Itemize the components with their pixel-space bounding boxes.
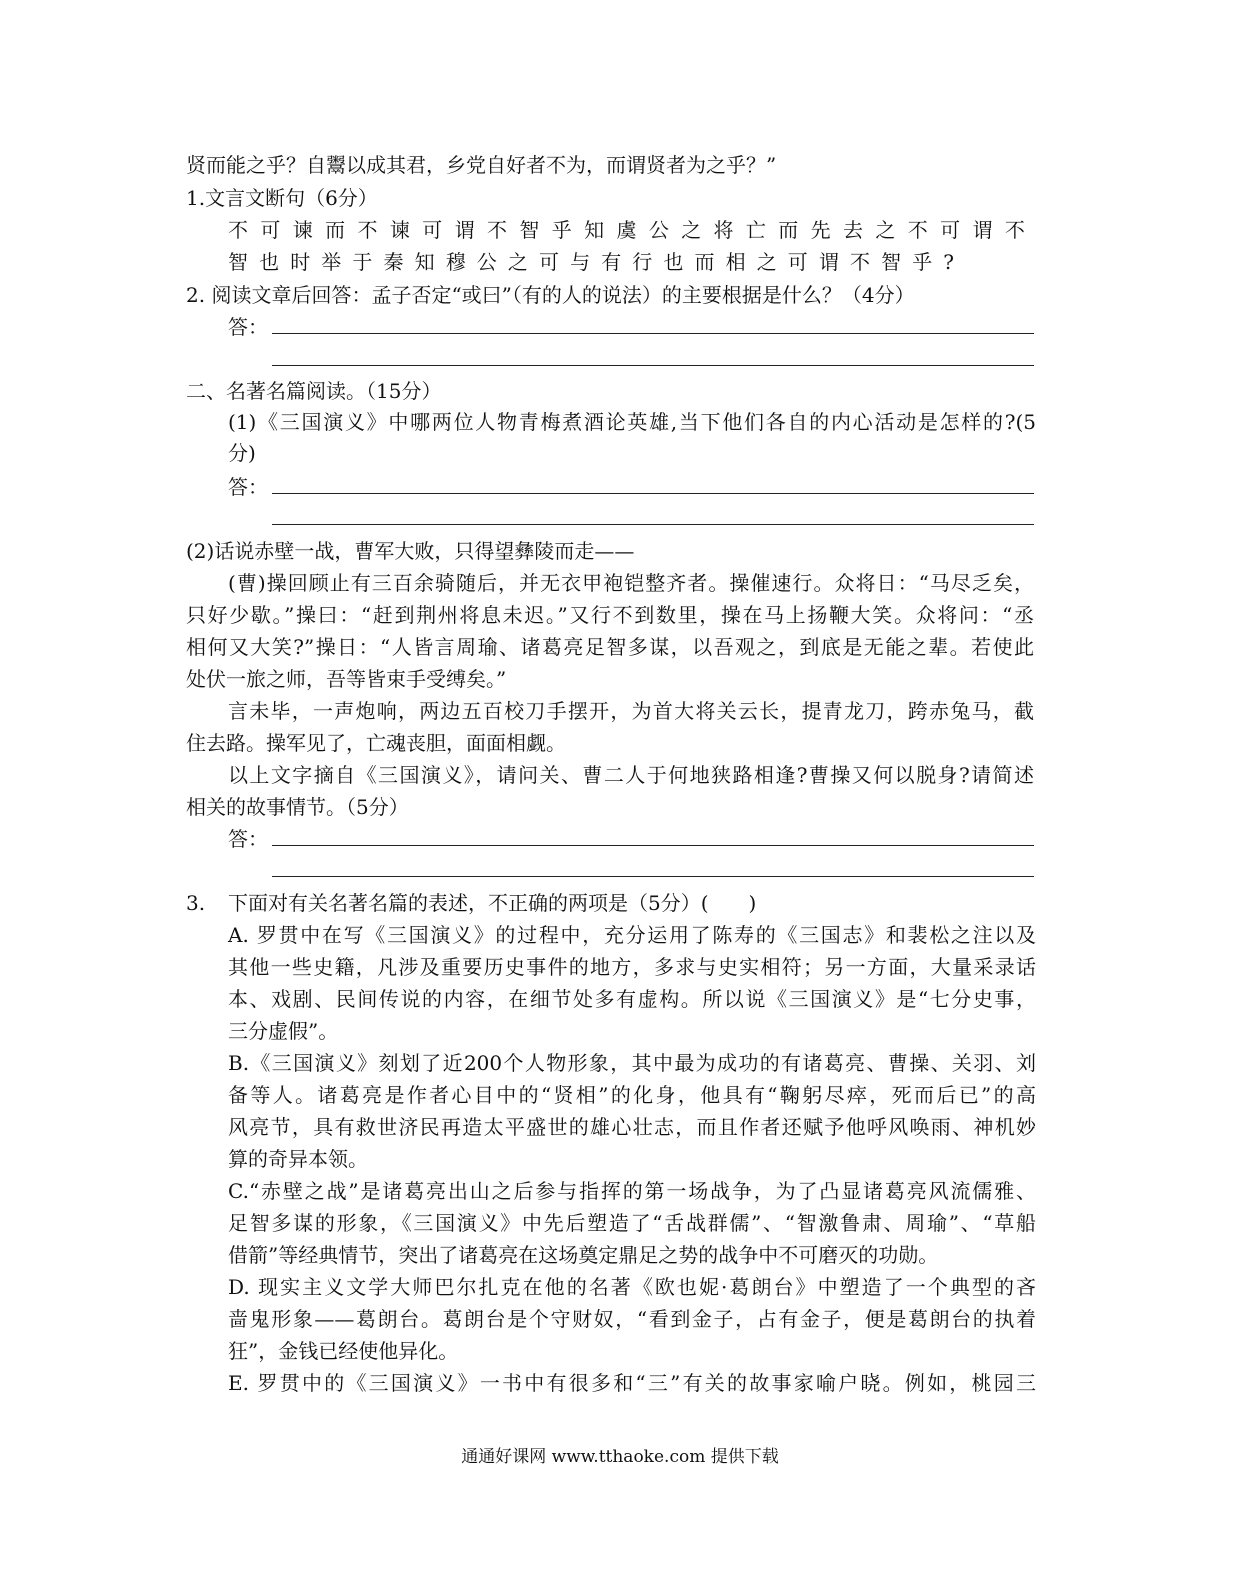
section2-p1-answer-label: 答： (228, 475, 268, 499)
passage-line-7: 以上文字摘自《三国演义》，请问关、曹二人于何地狭路相逢?曹操又何以脱身?请简述 (228, 763, 1034, 787)
q3-option-d-line-3: 狂”，金钱已经使他异化。 (228, 1339, 459, 1363)
q3-option-a-line-4: 三分虚假”。 (228, 1019, 339, 1043)
q3-option-c-line-2: 足智多谋的形象，《三国演义》中先后塑造了“舌战群儒”、“智激鲁肃、周瑜”、“草船 (228, 1211, 1036, 1235)
passage-line-6: 住去路。操军见了，亡魂丧胆，面面相觑。 (186, 731, 566, 755)
section2-p1-line-1: (1)《三国演义》中哪两位人物青梅煮酒论英雄,当下他们各自的内心活动是怎样的?(5 (228, 410, 1036, 434)
q3-stem: 下面对有关名著名篇的表述，不正确的两项是（5分）( ) (228, 891, 757, 915)
q2-answer-line-1[interactable] (272, 333, 1034, 334)
section2-p1-answer-line-2[interactable] (272, 524, 1034, 525)
q2-answer-line-2[interactable] (272, 365, 1034, 366)
q3-option-a-line-3: 本、戏剧、民间传说的内容，在细节处多有虚构。所以说《三国演义》是“七分史事， (228, 987, 1036, 1011)
q3-option-d-line-1: D. 现实主义文学大师巴尔扎克在他的名著《欧也妮·葛朗台》中塑造了一个典型的吝 (228, 1275, 1036, 1299)
section2-p2-intro: (2)话说赤壁一战，曹军大败，只得望彝陵而走—— (186, 539, 635, 563)
q3-option-b-line-4: 算的奇异本领。 (228, 1147, 368, 1171)
section2-p1-answer-line-1[interactable] (272, 493, 1034, 494)
q3-option-d-line-2: 啬鬼形象——葛朗台。葛朗台是个守财奴，“看到金子，占有金子，便是葛朗台的执着 (228, 1307, 1036, 1331)
passage-line-5: 言未毕，一声炮响，两边五百校刀手摆开，为首大将关云长，提青龙刀，跨赤兔马，截 (228, 699, 1034, 723)
passage-line-4: 处伏一旅之师，吾等皆束手受缚矣。” (186, 667, 507, 691)
passage-line-1: (曹)操回顾止有三百余骑随后，并无衣甲袍铠整齐者。操催速行。众将日：“马尽乏矣， (228, 571, 1034, 595)
passage-line-8: 相关的故事情节。（5分） (186, 795, 409, 819)
q3-option-a-line-2: 其他一些史籍，凡涉及重要历史事件的地方，多求与史实相符；另一方面，大量采录话 (228, 955, 1036, 979)
q3-option-b-line-3: 风亮节，具有救世济民再造太平盛世的雄心壮志，而且作者还赋予他呼风唤雨、神机妙 (228, 1115, 1036, 1139)
q1-text-line-2: 智也时举于秦知穆公之可与有行也而相之可谓不智乎? (228, 250, 966, 274)
section2-p2-answer-label: 答： (228, 827, 268, 851)
q3-option-c-line-3: 借箭”等经典情节，突出了诸葛亮在这场奠定鼎足之势的战争中不可磨灭的功勋。 (228, 1243, 939, 1267)
q2-title: 2. 阅读文章后回答：孟子否定“或曰”（有的人的说法）的主要根据是什么？（4分） (186, 283, 915, 307)
passage-line-3: 相何又大笑?”操日：“人皆言周瑜、诸葛亮足智多谋，以吾观之，到底是无能之辈。若使此 (186, 635, 1034, 659)
passage-line-2: 只好少歇。”操曰：“赶到荆州将息未迟。”又行不到数里，操在马上扬鞭大笑。众将问：“丞 (186, 603, 1034, 627)
q1-text-line-1: 不可谏而不谏可谓不智乎知虞公之将亡而先去之不可谓不 (228, 218, 1036, 242)
section2-p1-line-2: 分) (228, 441, 256, 465)
q3-option-e-line-1: E. 罗贯中的《三国演义》一书中有很多和“三”有关的故事家喻户晓。例如，桃园三 (228, 1371, 1036, 1395)
q3-option-b-line-1: B.《三国演义》刻划了近200个人物形象，其中最为成功的有诸葛亮、曹操、关羽、刘 (228, 1051, 1036, 1075)
q3-option-a-line-1: A. 罗贯中在写《三国演义》的过程中，充分运用了陈寿的《三国志》和裴松之注以及 (228, 923, 1036, 947)
page-footer: 通通好课网 www.tthaoke.com 提供下载 (461, 1447, 779, 1467)
q3-number: 3. (186, 891, 206, 915)
q3-option-c-line-1: C.“赤壁之战”是诸葛亮出山之后参与指挥的第一场战争，为了凸显诸葛亮风流儒雅、 (228, 1179, 1036, 1203)
q2-answer-label: 答： (228, 315, 268, 339)
section2-p2-answer-line-1[interactable] (272, 845, 1034, 846)
section2-title: 二、名著名篇阅读。（15分） (186, 379, 442, 403)
q3-option-b-line-2: 备等人。诸葛亮是作者心目中的“贤相”的化身，他具有“鞠躬尽瘁，死而后已”的高 (228, 1083, 1036, 1107)
q1-title: 1.文言文断句（6分） (186, 186, 378, 210)
intro-line: 贤而能之乎？自鬻以成其君，乡党自好者不为，而谓贤者为之乎？” (186, 153, 777, 177)
section2-p2-answer-line-2[interactable] (272, 876, 1034, 877)
